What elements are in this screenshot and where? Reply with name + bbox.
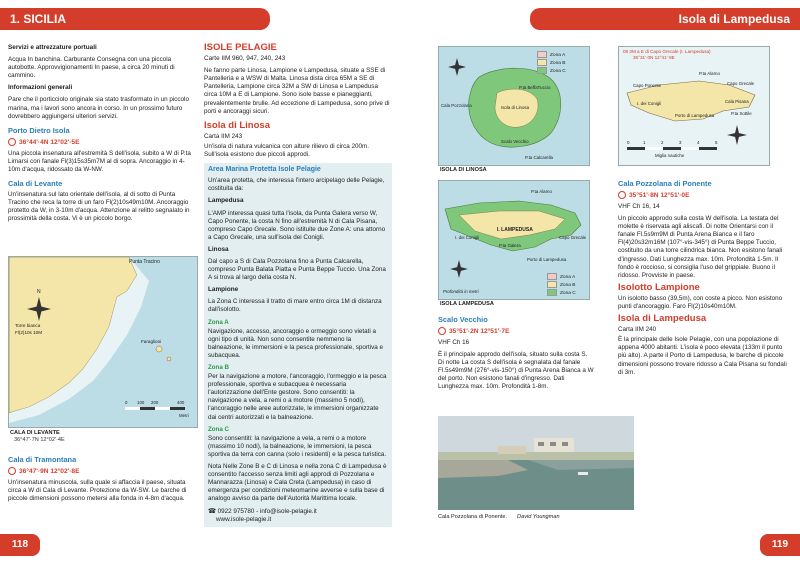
- label-calcarella: P.ta Calcarella: [525, 155, 553, 160]
- lampedusa-title: Isola di Lampedusa: [618, 313, 707, 325]
- legend-zona-b: Zona B: [560, 282, 576, 288]
- target-icon: [8, 467, 16, 475]
- target-icon: [438, 327, 446, 335]
- box-linosa-h: Linosa: [208, 245, 229, 253]
- protected-area-intro: Un'area protetta, che interessa l'intero arcipelago delle Pelagie, costituita da:: [208, 177, 385, 193]
- chapter-header: 1. SICILIA: [0, 8, 270, 30]
- pelagie-charts: Carte IIM 960, 947, 240, 243: [204, 55, 286, 63]
- right-page: [400, 0, 800, 566]
- legend-zona-a: Zona A: [560, 274, 576, 280]
- label-isola: Isola di Linosa: [501, 105, 530, 110]
- cala-levante-map: [8, 256, 198, 428]
- label-alarno: P.ta Alarno: [699, 71, 720, 76]
- scale-5: 5: [715, 140, 718, 145]
- scale-unit: Miglia nautiche: [655, 153, 685, 158]
- lampedusa-map-caption: ISOLA LAMPEDUSA: [440, 301, 494, 307]
- label-profondita: Profondità in metri: [443, 289, 479, 294]
- legend-zona-c: Zona C: [560, 290, 576, 296]
- porto-dietro-title: Porto Dietro Isola: [8, 125, 70, 135]
- label-island: I. LAMPEDUSA: [497, 227, 533, 233]
- scale-200: 200: [151, 400, 159, 405]
- services-text: Acqua In banchina. Carburante Consegna con una piccola autobotte. Approvvigionamenti In paese, a circa 20 minuti di cammino.: [8, 56, 175, 80]
- box-zona-b-h: Zona B: [208, 364, 229, 371]
- photo-caption: [438, 514, 560, 520]
- caption-text: Cala Pozzolana di Ponente.: [438, 514, 508, 520]
- island-header: Isola di Lampedusa: [530, 8, 800, 30]
- pelagie-text: Ne fanno parte Linosa, Lampione e Lampedusa, situate a SSE di Pantelleria e a WSW di Malta. Linosa dista circa 65M a SE di Pantelleria, Lampione circa 32M a SW di Linosa e Lampedusa circa 10M a E di Lampione. Sono isole basse e pianeggianti, prevalentemente brulle. Ad eccezione di Lampedusa, sono prive di porti e ancoraggi sicuri.: [204, 67, 390, 115]
- column-1: [8, 44, 196, 227]
- target-icon: [618, 191, 626, 199]
- inset-coord: 35°31'·0N 12°41'·8E: [633, 55, 675, 60]
- box-zona-c-h: Zona C: [208, 425, 229, 433]
- tramontana-section: [8, 450, 196, 507]
- legend-zona-c: Zona C: [550, 68, 566, 74]
- box-lampione-t: La Zona C interessa il tratto di mare entro circa 1M di distanza dall'isolotto.: [208, 298, 382, 314]
- label-beppe: P.ta BeffaTuccio: [519, 85, 551, 90]
- inset-chart-svg: [619, 47, 769, 165]
- pelagie-title: ISOLE PELAGIE: [204, 42, 277, 53]
- lampedusa-charts: Carta IIM 240: [618, 326, 657, 334]
- compass-rose-icon: [450, 260, 468, 278]
- cala-levante-caption-coord: 36°47'·7N 12°02'·4E: [14, 437, 65, 443]
- box-contact: ☎ 0922 975780 - info@isole-pelagie.it: [208, 507, 317, 515]
- pozzolana-vhf: VHF Ch 16, 14: [618, 202, 660, 210]
- pozzolana-coord: 35°51'·8N 12°51'·0E: [618, 191, 790, 200]
- label-sottile: P.ta Sottile: [731, 111, 752, 116]
- scalo-title: Scalo Vecchio: [438, 315, 488, 324]
- box-lampione-h: Lampione: [208, 286, 239, 294]
- label-alarno: P.ta Alarno: [531, 189, 552, 194]
- scale-2: 2: [661, 140, 664, 145]
- label-porto: Porto di Lampedusa: [675, 113, 715, 118]
- label-cala: Cala Pozzolana: [441, 103, 472, 108]
- linosa-title: Isola di Linosa: [204, 119, 270, 131]
- box-zona-c-t: Sono consentiti: la navigazione a vela, a remi o a motore (massimo 10 nodi), la balneazione, le immersioni, la pesca sportiva da terra con canna (solo i residenti) e la pesca turistica.: [208, 434, 387, 458]
- scale-0: 0: [125, 400, 128, 405]
- target-icon: [8, 138, 16, 146]
- box-lampedusa-t: L'AMP interessa quasi tutta l'isola, da Punta Galera verso W, Capo Ponente, la costa N fino all'estremità N di Cala Pisana, compreso Capo Grecale. Sono istituite due Zone A: una attorno a Capo Grecale, una sull'isola dei Conigli.: [208, 209, 386, 241]
- scale-unit: Metri: [179, 413, 189, 418]
- label-torre: Torre bianca: [15, 323, 41, 328]
- phone-icon: ☎: [208, 507, 218, 515]
- label-grecale: Capo Grecale: [559, 235, 587, 240]
- label-ponente: Capo Ponente: [633, 83, 662, 88]
- linosa-map: [438, 46, 590, 166]
- scale-100: 100: [137, 400, 145, 405]
- tramontana-coord: 36°47'·9N 12°02'·8E: [8, 467, 196, 476]
- label-scalo: Scalo Vecchio: [501, 139, 529, 144]
- scalo-coord: 35°51'·2N 12°51'·7E: [438, 327, 594, 336]
- column-2: [204, 44, 392, 527]
- cala-levante-chart-svg: [9, 257, 197, 427]
- label-galera: P.ta Galera: [499, 243, 521, 248]
- scale-3: 3: [679, 140, 682, 145]
- lampedusa-map: [438, 180, 590, 300]
- tramontana-title: Cala di Tramontana: [8, 455, 77, 464]
- scalo-text: È il principale approdo dell'isola, situato sulla costa S. Di notte La costa S dell'isola è segnalata dal fanale Fl.5s49m9M (276°-vis-150°) di Punta Arena Bianca a W del porto. Non esistono fanali d'ingresso. Dati Lunghezza max. 10m. Profondità 1-8m.: [438, 351, 594, 391]
- services-title: Servizi e attrezzature portuali: [8, 44, 97, 51]
- label-punta-tracino: Punta Tracino: [129, 259, 160, 265]
- porto-dietro-coord: 36°44'·4N 12°02'·5E: [8, 138, 196, 147]
- lampione-title: Isolotto Lampione: [618, 281, 700, 293]
- linosa-map-caption: ISOLA DI LINOSA: [440, 167, 487, 173]
- protected-area-title: Area Marina Protetta Isole Pelagie: [208, 166, 321, 174]
- inset-title: 08 3M a E di Capo Grecale (I. Lampedusa): [623, 49, 711, 54]
- box-nota: Nota Nelle Zone B e C di Linosa e nella zona C di Lampedusa è consentito l'accesso senza limiti agli approdi di Pozzolana e Mannarazza (Linosa) e Cala Creta (Lampedusa) in caso di emergenza per condizioni meteomarine avverse e sulla base di analogo avviso da parte dell'Autorità Marittima locale.: [208, 463, 387, 503]
- label-porto: Porto di Lampedusa: [527, 257, 567, 262]
- legend-zona-b: Zona B: [550, 60, 566, 66]
- label-light: Fl(2)10s 10M: [15, 330, 43, 335]
- pozzolana-title: Cala Pozzolana di Ponente: [618, 179, 712, 188]
- box-zona-a-h: Zona A: [208, 318, 229, 326]
- info-title: Informazioni generali: [8, 84, 73, 92]
- linosa-text: Un'isola di natura vulcanica con alture rilievo di circa 200m. Sull'isola esistono due piccoli approdi.: [204, 142, 370, 159]
- scale-400: 400: [177, 400, 185, 405]
- lampedusa-text: È la principale delle Isole Pelagie, con una popolazione di appena 4000 abitanti. L'isola è poco elevata (133m il punto più alto). A parte il Porto di Lampedusa, le barche di piccole dimensioni possono trovare ridosso a Cala Pisana su fondali di 3m.: [618, 336, 787, 376]
- scalo-section: [438, 310, 594, 396]
- pozzolana-text: Un piccolo approdo sulla costa W dell'isola. La testata del molette è riservata agli aliscafi. Di notte Orientarsi con il fanale Fl.5s9m9M di Punta Arena Bianca e il faro Fl(4)20s32m16M (107°-vis-345°) di Punta Beppe Tuccio, costituito da una torre cilindrica bianca. Non esistono fanali d'ingresso. Dati Lunghezza max. 10m. Profondità 1-5m. Il fondo è roccioso, si consiglia l'uso del grippiale. Buono il ridosso. Provviste in paese.: [618, 215, 783, 279]
- box-zona-a-t: Navigazione, accesso, ancoraggio e ormeggio sono vietati a ogni tipo di unità. Non sono consentite nemmeno la balneazione, le immersioni e la pesca professionale, sportiva e subacquea.: [208, 327, 384, 359]
- svg-text:N: N: [37, 289, 41, 295]
- label-faraglioni: Faraglioni: [141, 339, 162, 344]
- page-number-left: 118: [0, 534, 40, 556]
- column-4: [618, 174, 790, 381]
- photo-credit: David Youngman: [517, 514, 560, 520]
- linosa-charts: Carta IIM 243: [204, 132, 243, 140]
- lampedusa-legend: [547, 273, 576, 296]
- label-conigli: I. dei Conigli: [637, 101, 662, 106]
- box-lampedusa-h: Lampedusa: [208, 197, 244, 205]
- info-text: Pare che il porticciolo originale sia stato trasformato in un piccolo marina, ma i lavori sono ancora in corso. In un prossimo futuro dovrebbero aggiungersi ulteriori servizi.: [8, 96, 189, 120]
- cala-levante-text: Un'insenatura sul lato orientale dell'isola, al di sotto di Punta Tracino che reca la torre di un faro Fl(2)10s49m10M. Ancoraggio protetto da W, in 3-10m d'acqua. Attenzione al relitto segnalato in prossimità della costa. Vi è un piccolo borgo.: [8, 191, 190, 223]
- tramontana-text: Un'insenatura minuscola, sulla quale si affaccia il paese, situata circa a W di Cala di Levante. Protezione da W-SW. Le barche di piccole dimensioni possono metersi alla fonda in 4-8m d'acqua.: [8, 478, 187, 503]
- protected-area-box: [204, 163, 392, 527]
- cala-levante-caption: CALA DI LEVANTE: [10, 430, 60, 436]
- box-zona-b-t: Per la navigazione a motore, l'ancoraggio, l'ormeggio e la pesca professionale, sportiva e subacquea è necessaria l'autorizzazione dell'Ente gestore. Sono consentiti: la navigazione a vela, a remi o a motore (massimo 5 nodi), l'ancoraggio nelle aree autorizzate, le immersioni organizzate dai centri autorizzati e la balneazione.: [208, 373, 387, 421]
- compass-rose-icon: [727, 125, 747, 145]
- label-conigli: I. dei Conigli: [455, 235, 480, 240]
- label-grecale: Capo Grecale: [727, 81, 755, 86]
- label-cala-pisana: Cala Pisana: [725, 99, 749, 104]
- linosa-legend: [537, 51, 566, 74]
- box-website: www.isole-pelagie.it: [216, 515, 272, 523]
- compass-rose-icon: [448, 58, 466, 76]
- legend-zona-a: Zona A: [550, 52, 566, 58]
- harbour-photo: [438, 416, 634, 510]
- scale-0: 0: [627, 140, 630, 145]
- cala-levante-title: Cala di Levante: [8, 178, 63, 188]
- box-linosa-t: Dal capo a S di Cala Pozzolana fino a Punta Calcarella, compreso Punta Balata Piatta e Punta Beppe Tuccio. Una Zona A si trova al largo della costa N.: [208, 257, 386, 282]
- lampedusa-inset-map: [618, 46, 770, 166]
- scalo-vhf: VHF Ch 16: [438, 338, 470, 346]
- lampione-text: Un isolotto basso (39,5m), con coste a picco. Non esistono punti d'ancoraggio. Faro Fl(2)10s40m10M.: [618, 294, 783, 310]
- scale-4: 4: [697, 140, 700, 145]
- page-number-right: 119: [760, 534, 800, 556]
- porto-dietro-text: Una piccola insenatura all'estremità S dell'isola, subito a W di P.ta Limarsi con fanale Fl(3)15s35m7M al di sopra. Ancoraggio in 4-10m d'acqua, ridossato da W-NW.: [8, 149, 191, 173]
- scale-1: 1: [643, 140, 646, 145]
- harbour-photo-svg: [438, 416, 634, 510]
